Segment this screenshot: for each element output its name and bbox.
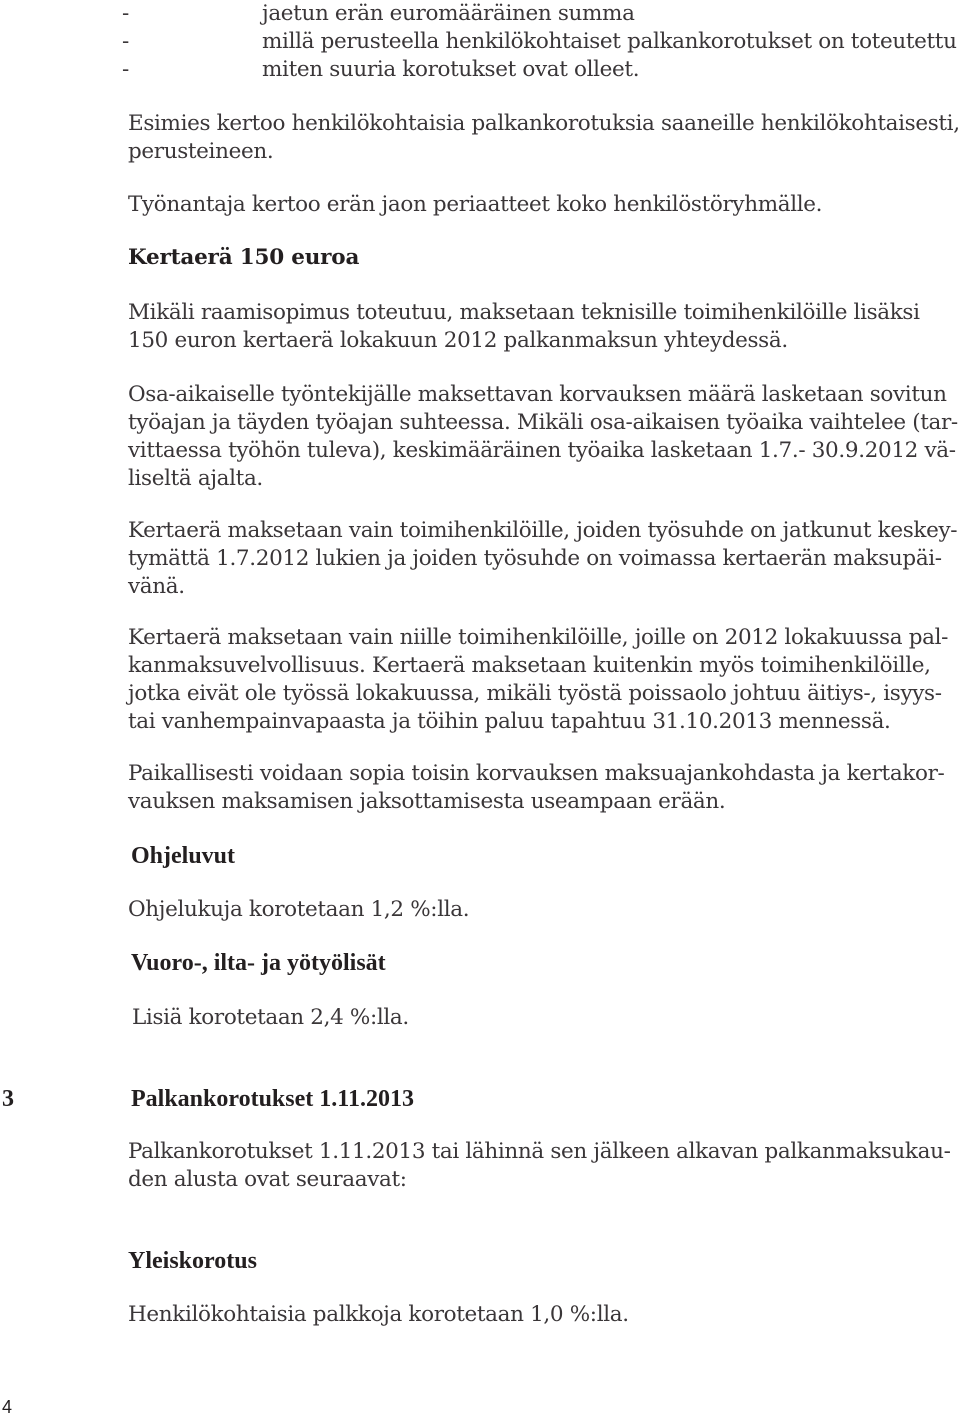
- text-line: työajan ja täyden työajan suhteessa. Mikäli osa-aikaisen työaika vaihtelee (tar-: [128, 410, 958, 435]
- section-title: Palkankorotukset 1.11.2013: [131, 1086, 414, 1112]
- text-line: jotka eivät ole työssä lokakuussa, mikäli työstä poissaolo johtuu äitiys-, isyys-: [128, 681, 942, 706]
- text-line: vänä.: [128, 574, 185, 599]
- text-line: Kertaerä maksetaan vain toimihenkilöille, joiden työsuhde on jatkunut keskey-: [128, 518, 958, 543]
- paragraph-henkilokohtaisia: Henkilökohtaisia palkkoja korotetaan 1,0 %:lla.: [128, 1302, 629, 1327]
- heading-ohjeluvut: Ohjeluvut: [131, 843, 236, 869]
- text-line: Palkankorotukset 1.11.2013 tai lähinnä sen jälkeen alkavan palkanmaksukau-: [128, 1139, 951, 1164]
- page-number: 4: [2, 1397, 13, 1417]
- text-line: perusteineen.: [128, 139, 274, 164]
- list-item: millä perusteella henkilökohtaiset palkankorotukset on toteutettu: [262, 29, 957, 54]
- bullet-marker: -: [122, 1, 130, 26]
- bullet-marker: -: [122, 29, 130, 54]
- heading-kertaera: Kertaerä 150 euroa: [128, 245, 360, 270]
- heading-yleiskorotus: Yleiskorotus: [128, 1248, 257, 1274]
- list-item: jaetun erän euromääräinen summa: [262, 1, 635, 26]
- text-line: Paikallisesti voidaan sopia toisin korvauksen maksuajankohdasta ja kertakor-: [128, 761, 945, 786]
- paragraph-tyonantaja: Työnantaja kertoo erän jaon periaatteet koko henkilöstöryhmälle.: [128, 192, 823, 217]
- text-line: den alusta ovat seuraavat:: [128, 1167, 407, 1192]
- text-line: Esimies kertoo henkilökohtaisia palkankorotuksia saaneille henkilökohtaisesti,: [128, 111, 960, 136]
- paragraph-lisia: Lisiä korotetaan 2,4 %:lla.: [132, 1005, 409, 1030]
- text-line: vauksen maksamisen jaksottamisesta useampaan erään.: [128, 789, 726, 814]
- paragraph-ohjeluvut: Ohjelukuja korotetaan 1,2 %:lla.: [128, 897, 470, 922]
- text-line: tai vanhempainvapaasta ja töihin paluu tapahtuu 31.10.2013 mennessä.: [128, 709, 891, 734]
- text-line: Osa-aikaiselle työntekijälle maksettavan korvauksen määrä lasketaan sovitun: [128, 382, 947, 407]
- list-item: miten suuria korotukset ovat olleet.: [262, 57, 640, 82]
- text-line: Mikäli raamisopimus toteutuu, maksetaan teknisille toimihenkilöille lisäksi: [128, 300, 920, 325]
- section-number: 3: [2, 1086, 14, 1112]
- text-line: tymättä 1.7.2012 lukien ja joiden työsuhde on voimassa kertaerän maksupäi-: [128, 546, 942, 571]
- text-line: vittaessa työhön tuleva), keskimääräinen työaika lasketaan 1.7.- 30.9.2012 vä-: [128, 438, 956, 463]
- text-line: Kertaerä maksetaan vain niille toimihenkilöille, joille on 2012 lokakuussa pal-: [128, 625, 949, 650]
- bullet-marker: -: [122, 57, 130, 82]
- text-line: 150 euron kertaerä lokakuun 2012 palkanmaksun yhteydessä.: [128, 328, 788, 353]
- text-line: kanmaksuvelvollisuus. Kertaerä maksetaan kuitenkin myös toimihenkilöille,: [128, 653, 931, 678]
- text-line: liseltä ajalta.: [128, 466, 263, 491]
- heading-vuoro-ilta-yotyolisat: Vuoro-, ilta- ja yötyölisät: [131, 950, 386, 976]
